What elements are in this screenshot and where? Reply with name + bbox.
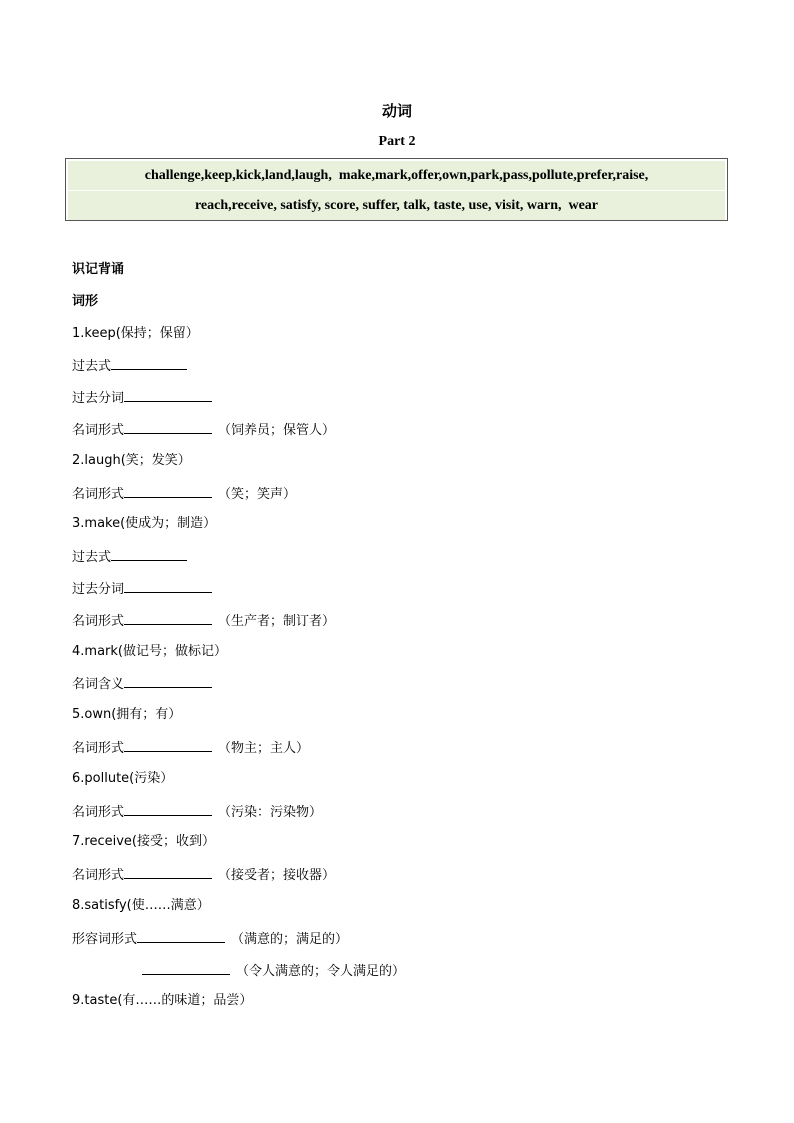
fill-in-label: 名词含义 (72, 677, 125, 693)
word-heading: 1.keep(保持；保留） (72, 325, 199, 341)
meaning-hint: （接受者；接收器） (218, 868, 336, 884)
fill-in-line (72, 386, 752, 418)
answer-blank[interactable] (137, 927, 225, 943)
exercise-items (72, 323, 752, 1023)
fill-in-label: 名词形式 (72, 740, 125, 756)
fill-in-label: 过去式 (72, 359, 112, 375)
word-heading: 6.pollute(污染） (72, 770, 174, 786)
fill-in-label: 形容词形式 (72, 931, 138, 947)
word-list-line-1: challenge,keep,kick,land,laugh, make,mark,offer,own,park,pass,pollute,prefer,raise, (68, 161, 725, 190)
meaning-hint: （饲养员；保管人） (218, 422, 336, 438)
page-title: 动词 (381, 102, 412, 120)
meaning-hint: （污染：污染物） (218, 804, 323, 820)
answer-blank[interactable] (111, 354, 187, 370)
answer-blank[interactable] (124, 418, 212, 434)
subsection-heading: 词形 (72, 293, 99, 309)
fill-in-line (72, 609, 752, 641)
meaning-hint: （生产者；制订者） (218, 613, 336, 629)
fill-in-label: 过去分词 (72, 391, 125, 407)
answer-blank[interactable] (124, 577, 212, 593)
fill-in-line (72, 545, 752, 577)
answer-blank[interactable] (124, 609, 212, 625)
fill-in-line (72, 800, 752, 832)
answer-blank[interactable] (124, 736, 212, 752)
meaning-hint: （物主；主人） (218, 740, 310, 756)
fill-in-label: 名词形式 (72, 486, 125, 502)
word-heading: 5.own(拥有；有） (72, 707, 182, 723)
fill-in-line (72, 577, 752, 609)
word-heading: 2.laugh(笑；发笑） (72, 452, 191, 468)
fill-in-label: 过去式 (72, 550, 112, 566)
meaning-hint: （满意的；满足的） (231, 931, 349, 947)
fill-in-label: 过去分词 (72, 581, 125, 597)
answer-blank[interactable] (124, 800, 212, 816)
meaning-hint: （令人满意的；令人满足的） (236, 963, 406, 979)
fill-in-line (72, 927, 752, 959)
answer-blank[interactable] (124, 482, 212, 498)
answer-blank[interactable] (142, 959, 230, 975)
fill-in-label: 名词形式 (72, 422, 125, 438)
fill-in-label: 名词形式 (72, 868, 125, 884)
answer-blank[interactable] (124, 386, 212, 402)
fill-in-line (72, 482, 752, 514)
fill-in-line (72, 354, 752, 386)
section-heading: 识记背诵 (72, 262, 125, 277)
word-heading: 4.mark(做记号；做标记） (72, 643, 227, 659)
fill-in-line (72, 959, 752, 991)
word-heading: 8.satisfy(使……满意） (72, 897, 210, 913)
answer-blank[interactable] (124, 863, 212, 879)
fill-in-line (72, 418, 752, 450)
fill-in-label: 名词形式 (72, 613, 125, 629)
page-subtitle: Part 2 (378, 134, 416, 149)
word-heading: 9.taste(有……的味道；品尝） (72, 993, 253, 1009)
fill-in-label: 名词形式 (72, 804, 125, 820)
fill-in-line (72, 672, 752, 704)
word-list-box (65, 158, 728, 221)
fill-in-line (72, 736, 752, 768)
word-heading: 3.make(使成为；制造） (72, 516, 217, 532)
word-list-line-2: reach,receive, satisfy, score, suffer, talk, taste, use, visit, warn, wear (68, 191, 725, 220)
answer-blank[interactable] (111, 545, 187, 561)
answer-blank[interactable] (124, 672, 212, 688)
exercise-content (72, 259, 752, 1022)
fill-in-line (72, 863, 752, 895)
meaning-hint: （笑；笑声） (218, 486, 297, 502)
word-heading: 7.receive(接受；收到） (72, 834, 215, 850)
